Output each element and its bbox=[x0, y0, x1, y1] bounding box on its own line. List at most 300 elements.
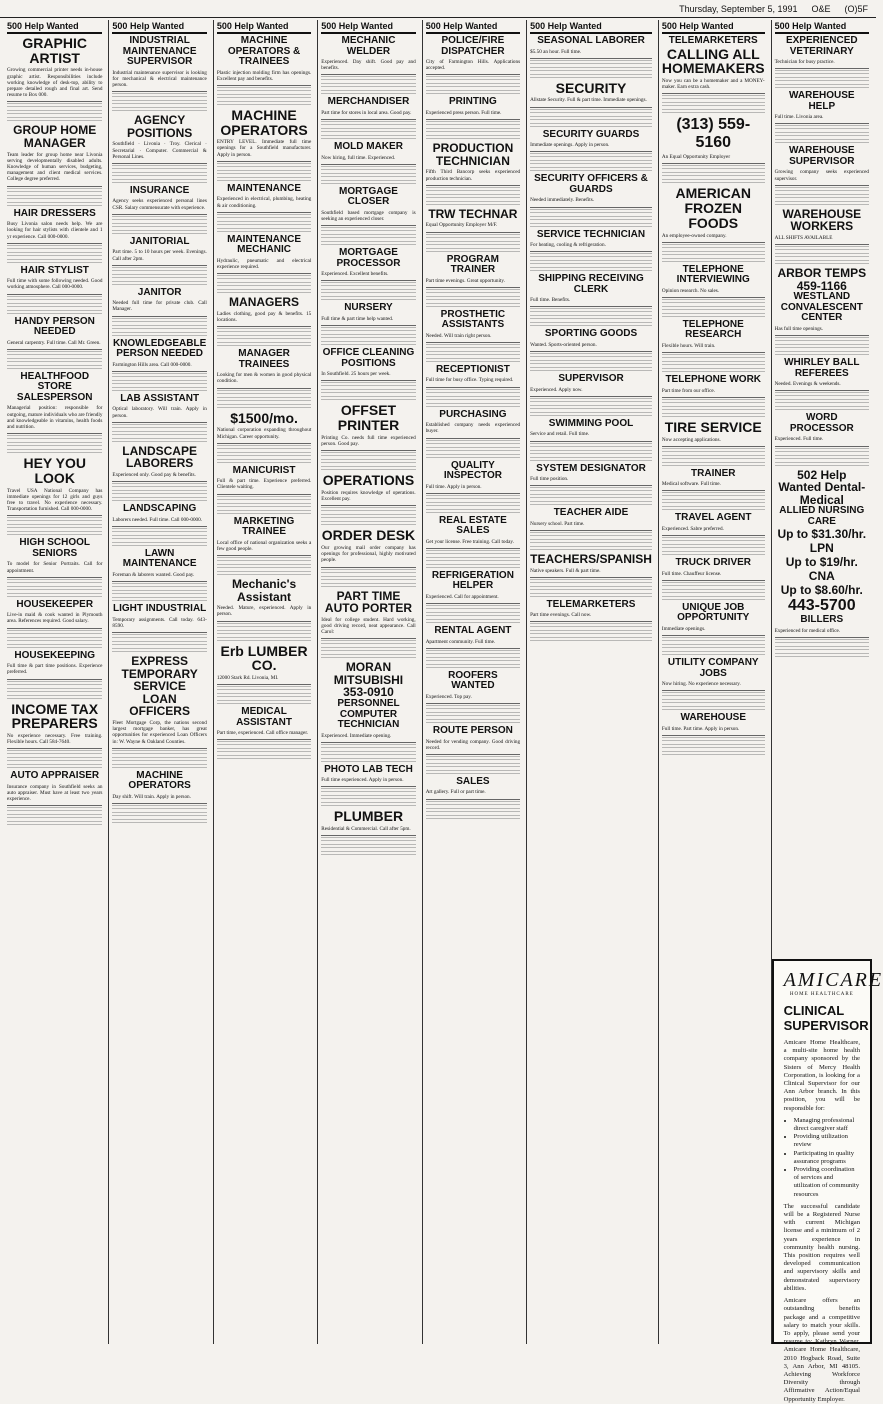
ad-heading: ROOFERS WANTED bbox=[448, 669, 498, 692]
fine-print-lines bbox=[217, 282, 311, 288]
fine-print-lines bbox=[321, 647, 415, 653]
fine-print-lines bbox=[217, 748, 311, 754]
fine-print-lines bbox=[7, 259, 102, 265]
fine-print-lines bbox=[7, 681, 102, 687]
ad-heading: MANAGERS bbox=[229, 295, 300, 310]
ad-heading: WHIRLEY BALL REFEREES bbox=[784, 357, 860, 379]
ad-body-text: An Equal Opportunity Employer bbox=[662, 152, 765, 164]
fine-print-lines bbox=[530, 405, 652, 411]
fine-print-lines bbox=[662, 582, 765, 588]
fine-print-lines bbox=[662, 95, 765, 101]
ad-heading: TELEPHONE INTERVIEWING bbox=[676, 263, 750, 286]
ad-body-text: Southfield · Livonia · Troy. Clerical · Secretarial · Computer. Commercial & Personal Lines. bbox=[112, 139, 206, 164]
ad-heading: SUPERVISOR bbox=[558, 373, 624, 385]
ad-body-text: Experienced press person. Full time. bbox=[426, 108, 520, 120]
list-item: • Managing professional direct caregiver staff bbox=[794, 1117, 860, 1133]
ad-body-text: Needed immediately. Benefits. bbox=[530, 195, 652, 207]
ad-body-text: Experienced. Immediate opening. bbox=[321, 731, 415, 743]
fine-print-lines bbox=[775, 639, 869, 645]
ad-body-text: Local office of national organization seeks a few good people. bbox=[217, 538, 311, 556]
ad-body-text: National corporation expanding throughout Michigan. Career opportunity. bbox=[217, 425, 311, 443]
ad-body-text: Experienced. Full time. bbox=[775, 434, 869, 446]
fine-print-lines bbox=[321, 382, 415, 388]
fine-print-lines bbox=[426, 612, 520, 618]
ad-body-text: Full time & part time help wanted. bbox=[321, 314, 415, 326]
fine-print-lines bbox=[217, 755, 311, 761]
fine-print-lines bbox=[217, 741, 311, 747]
fine-print-lines bbox=[662, 751, 765, 757]
fine-print-lines bbox=[217, 87, 311, 93]
fine-print-lines bbox=[426, 605, 520, 611]
fine-print-lines bbox=[7, 449, 102, 455]
ad-body-text: Immediate openings. bbox=[662, 624, 765, 636]
fine-print-lines bbox=[217, 452, 311, 458]
fine-print-lines bbox=[112, 750, 206, 756]
fine-print-lines bbox=[217, 94, 311, 100]
ad-body-text: Medical software. Full time. bbox=[662, 479, 765, 491]
fine-print-lines bbox=[7, 630, 102, 636]
ad-heading: LAB ASSISTANT bbox=[120, 392, 200, 404]
fine-print-lines bbox=[217, 630, 311, 636]
ad-heading: LAWN MAINTENANCE bbox=[122, 547, 197, 570]
ad-heading: OFFSET PRINTER bbox=[337, 402, 400, 434]
fine-print-lines bbox=[662, 462, 765, 468]
ad-body-text: Hydraulic, pneumatic and electrical experience required. bbox=[217, 256, 311, 274]
ad-body-text: Busy Livonia salon needs help. We are looking for hair stylists with clientele and 1 yr experience. Call 000-0000. bbox=[7, 219, 102, 244]
fine-print-lines bbox=[426, 389, 520, 395]
fine-print-lines bbox=[662, 692, 765, 698]
fine-print-lines bbox=[775, 84, 869, 90]
fine-print-lines bbox=[112, 230, 206, 236]
ad-heading: MEDICAL ASSISTANT bbox=[236, 706, 293, 728]
ad-body-text: Opinion research. No sales. bbox=[662, 286, 765, 298]
ad-body-text: 12000 Stark Rd. Livonia, MI. bbox=[217, 673, 311, 685]
fine-print-lines bbox=[530, 167, 652, 173]
classified-column bbox=[422, 20, 523, 1344]
fine-print-lines bbox=[7, 188, 102, 194]
ad-heading: MACHINE OPERATORS & TRAINEES bbox=[227, 35, 301, 67]
fine-print-lines bbox=[530, 457, 652, 463]
ad-body-text: Needed for vending company. Good driving record. bbox=[426, 737, 520, 755]
ad-heading: PART TIME AUTO PORTER bbox=[324, 588, 413, 616]
fine-print-lines bbox=[112, 542, 206, 548]
fine-print-lines bbox=[217, 275, 311, 281]
fine-print-lines bbox=[321, 795, 415, 801]
fine-print-lines bbox=[321, 466, 415, 472]
folio-page: (O)5F bbox=[844, 3, 868, 14]
ad-body-text: Fifth Third Bancorp seeks experienced production technician. bbox=[426, 167, 520, 185]
column-header: 500 Help Wanted bbox=[217, 20, 311, 34]
ad-body-text: Southfield based mortgage company is seeking an experienced closer. bbox=[321, 208, 415, 226]
fine-print-lines bbox=[112, 497, 206, 503]
fine-print-lines bbox=[775, 246, 869, 252]
fine-print-lines bbox=[7, 764, 102, 770]
fine-print-lines bbox=[321, 121, 415, 127]
ad-heading: GRAPHIC ARTIST bbox=[22, 35, 87, 66]
ad-body-text: Wanted. Sports-oriented person. bbox=[530, 340, 652, 352]
fine-print-lines bbox=[7, 695, 102, 701]
fine-print-lines bbox=[662, 258, 765, 264]
fine-print-lines bbox=[426, 241, 520, 247]
fine-print-lines bbox=[321, 459, 415, 465]
ad-heading: LIGHT INDUSTRIAL bbox=[112, 603, 207, 615]
fine-print-lines bbox=[530, 586, 652, 592]
ad-heading: UTILITY COMPANY JOBS bbox=[667, 657, 759, 679]
fine-print-lines bbox=[426, 344, 520, 350]
ad-body-text: General carpentry. Full time. Call Mr. Green. bbox=[7, 338, 102, 350]
fine-print-lines bbox=[321, 296, 415, 302]
ad-heading: TRAVEL AGENT bbox=[675, 512, 752, 524]
fine-print-lines bbox=[426, 763, 520, 769]
fine-print-lines bbox=[217, 335, 311, 341]
ad-heading: $1500/mo. bbox=[230, 409, 298, 426]
fine-print-lines bbox=[530, 532, 652, 538]
fine-print-lines bbox=[530, 637, 652, 643]
fine-print-lines bbox=[112, 764, 206, 770]
fine-print-lines bbox=[530, 353, 652, 359]
fine-print-lines bbox=[7, 814, 102, 820]
fine-print-lines bbox=[662, 551, 765, 557]
fine-print-lines bbox=[426, 564, 520, 570]
fine-print-lines bbox=[7, 821, 102, 827]
ad-heading: NURSERY bbox=[344, 302, 393, 314]
fine-print-lines bbox=[112, 490, 206, 496]
ad-body-text: Equal Opportunity Employer M/F. bbox=[426, 220, 520, 232]
ad-body-text: Ladies clothing, good pay & benefits. 15 locations. bbox=[217, 309, 311, 327]
ad-heading: OFFICE CLEANING POSITIONS bbox=[322, 347, 415, 369]
fine-print-lines bbox=[426, 289, 520, 295]
ad-heading: HAIR DRESSERS bbox=[13, 207, 96, 219]
fine-print-lines bbox=[530, 494, 652, 500]
fine-print-lines bbox=[321, 241, 415, 247]
ad-heading: PHOTO LAB TECH bbox=[324, 763, 413, 775]
ad-heading: SECURITY OFFICERS & GUARDS bbox=[534, 173, 648, 195]
fine-print-lines bbox=[321, 521, 415, 527]
page-folio bbox=[0, 0, 876, 18]
ad-heading: QUALITY INSPECTOR bbox=[443, 459, 502, 482]
ad-heading: UNIQUE JOB OPPORTUNITY bbox=[677, 601, 750, 624]
fine-print-lines bbox=[321, 583, 415, 589]
fine-print-lines bbox=[662, 455, 765, 461]
fine-print-lines bbox=[7, 252, 102, 258]
ad-body-text: Team leader for group home near Livonia serving developmentally disabled adults. Knowledge of human services, budgeting, management and client medical services. College degree preferred. bbox=[7, 150, 102, 187]
fine-print-lines bbox=[530, 216, 652, 222]
ad-body-text: Full time & part time positions. Experience preferred. bbox=[7, 661, 102, 679]
fine-print-lines bbox=[530, 253, 652, 259]
ad-heading: WAREHOUSE WORKERS bbox=[782, 206, 862, 234]
fine-print-lines bbox=[775, 132, 869, 138]
fine-print-lines bbox=[426, 135, 520, 141]
fine-print-lines bbox=[112, 318, 206, 324]
fine-print-lines bbox=[662, 313, 765, 319]
fine-print-lines bbox=[7, 358, 102, 364]
ad-body-text: Experienced. Apply now. bbox=[530, 385, 652, 397]
ad-heading: MANAGER TRAINEES bbox=[238, 348, 290, 370]
fine-print-lines bbox=[217, 404, 311, 410]
fine-print-lines bbox=[775, 399, 869, 405]
fine-print-lines bbox=[662, 399, 765, 405]
fine-print-lines bbox=[7, 365, 102, 371]
ad-body-text: Managerial position: responsible for outgoing, mature individuals who are friendly and knowledgeable in vitamins, health foods and nutrition. bbox=[7, 403, 102, 434]
ad-body-text: Live-in maid & cook wanted in Plymouth area. References required. Good salary. bbox=[7, 610, 102, 628]
fine-print-lines bbox=[7, 750, 102, 756]
ad-heading: SERVICE TECHNICIAN bbox=[536, 228, 646, 240]
fine-print-lines bbox=[7, 593, 102, 599]
fine-print-lines bbox=[217, 328, 311, 334]
ad-heading: HAIR STYLIST bbox=[20, 264, 89, 276]
fine-print-lines bbox=[530, 153, 652, 159]
folio-date: Thursday, September 5, 1991 bbox=[679, 3, 798, 14]
fine-print-lines bbox=[112, 274, 206, 280]
ad-body-text: Needed full time for private club. Call Manager. bbox=[112, 298, 206, 316]
ad-heading: WAREHOUSE HELP bbox=[789, 90, 855, 112]
fine-print-lines bbox=[775, 448, 869, 454]
ad-heading: PROSTHETIC ASSISTANTS bbox=[440, 308, 506, 331]
fine-print-lines bbox=[426, 201, 520, 207]
fine-print-lines bbox=[7, 586, 102, 592]
column-header: 500 Help Wanted bbox=[530, 20, 652, 34]
fine-print-lines bbox=[426, 619, 520, 625]
ad-body-text: Technician for busy practice. bbox=[775, 57, 869, 69]
fine-print-lines bbox=[217, 170, 311, 176]
classified-column bbox=[4, 20, 105, 1344]
fine-print-lines bbox=[321, 576, 415, 582]
fine-print-lines bbox=[7, 202, 102, 208]
ad-body-text: Part time for stores in local area. Good pay. bbox=[321, 108, 415, 120]
fine-print-lines bbox=[775, 201, 869, 207]
fine-print-lines bbox=[662, 596, 765, 602]
fine-print-lines bbox=[321, 396, 415, 402]
ad-body-text: Nursery school. Part time. bbox=[530, 519, 652, 531]
fine-print-lines bbox=[112, 597, 206, 603]
ad-heading: PRINTING bbox=[449, 96, 497, 108]
ad-heading: ORDER DESK bbox=[321, 527, 416, 544]
fine-print-lines bbox=[662, 299, 765, 305]
classified-column bbox=[771, 20, 883, 1403]
fine-print-lines bbox=[217, 564, 311, 570]
amicare-tagline: HOME HEALTHCARE bbox=[789, 992, 854, 997]
ad-body-text: Ideal for college student. Hard working, good driving record, neat appearance. Call Carol: bbox=[321, 615, 415, 640]
ad-heading: TEACHER AIDE bbox=[553, 507, 629, 519]
fine-print-lines bbox=[426, 358, 520, 364]
fine-print-lines bbox=[775, 462, 869, 468]
fine-print-lines bbox=[7, 442, 102, 448]
amicare-logo: AMICARE bbox=[783, 969, 883, 991]
fine-print-lines bbox=[321, 166, 415, 172]
ad-body-text: Now hiring. No experience necessary. bbox=[662, 679, 765, 691]
fine-print-lines bbox=[530, 67, 652, 73]
fine-print-lines bbox=[321, 837, 415, 843]
fine-print-lines bbox=[662, 589, 765, 595]
fine-print-lines bbox=[112, 373, 206, 379]
fine-print-lines bbox=[426, 76, 520, 82]
ad-body-text: Needed. Mature, experienced. Apply in person. bbox=[217, 603, 311, 621]
fine-print-lines bbox=[112, 535, 206, 541]
fine-print-lines bbox=[530, 623, 652, 629]
fine-print-lines bbox=[321, 507, 415, 513]
ad-body-text: Temporary assignments. Call today. 643-8590. bbox=[112, 615, 206, 633]
column-header: 500 Help Wanted bbox=[112, 20, 206, 34]
ad-body-text: Native speakers. Full & part time. bbox=[530, 566, 652, 578]
ad-body-text: In Southfield. 25 hours per week. bbox=[321, 369, 415, 381]
fine-print-lines bbox=[662, 506, 765, 512]
ad-body-text: ALL SHIFTS AVAILABLE bbox=[775, 233, 869, 245]
fine-print-lines bbox=[112, 387, 206, 393]
ad-pay-rate: Up to $8.60/hr. bbox=[780, 583, 863, 598]
ad-heading: PURCHASING bbox=[439, 408, 507, 420]
ad-body-text: Experienced. Call for appointment. bbox=[426, 592, 520, 604]
fine-print-lines bbox=[321, 128, 415, 134]
fine-print-lines bbox=[426, 234, 520, 240]
ad-heading: TIRE SERVICE bbox=[664, 418, 762, 435]
fine-print-lines bbox=[775, 70, 869, 76]
ad-heading: SPORTING GOODS bbox=[544, 328, 638, 340]
ad-body-text: Full time. Chauffeur license. bbox=[662, 569, 765, 581]
ad-heading: HEALTHFOOD STORE SALESPERSON bbox=[16, 370, 93, 403]
fine-print-lines bbox=[7, 688, 102, 694]
fine-print-lines bbox=[775, 77, 869, 83]
ad-heading: HIGH SCHOOL SENIORS bbox=[19, 537, 90, 559]
ad-body-text: Residential & Commercial. Call after 5pm. bbox=[321, 824, 415, 836]
fine-print-lines bbox=[7, 531, 102, 537]
ad-body-text: Full time. Apply in person. bbox=[426, 482, 520, 494]
ad-body-text: Plastic injection molding firm has openings. Excellent pay and benefits. bbox=[217, 68, 311, 86]
ad-body-text: No experience necessary. Free training. Flexible hours. Call 584-7640. bbox=[7, 731, 102, 749]
fine-print-lines bbox=[7, 351, 102, 357]
fine-print-lines bbox=[321, 802, 415, 808]
ad-body-text: Immediate openings. Apply in person. bbox=[530, 140, 652, 152]
ad-heading: PERSONNEL COMPUTER TECHNICIAN bbox=[337, 698, 400, 731]
fine-print-lines bbox=[426, 440, 520, 446]
fine-print-lines bbox=[321, 851, 415, 857]
ad-heading: LOAN OFFICERS bbox=[129, 691, 190, 719]
fine-print-lines bbox=[112, 223, 206, 229]
fine-print-lines bbox=[426, 303, 520, 309]
ad-heading: JANITOR bbox=[137, 286, 182, 298]
column-header: 500 Help Wanted bbox=[662, 20, 765, 34]
ad-heading: RECEPTIONIST bbox=[435, 363, 510, 375]
fine-print-lines bbox=[112, 812, 206, 818]
ad-heading: SEASONAL LABORER bbox=[537, 35, 645, 46]
ad-body-text: Needed. Evenings & weekends. bbox=[775, 379, 869, 391]
fine-print-lines bbox=[217, 503, 311, 509]
fine-print-lines bbox=[530, 450, 652, 456]
fine-print-lines bbox=[662, 744, 765, 750]
ad-heading: WORD PROCESSOR bbox=[789, 412, 854, 434]
fine-print-lines bbox=[112, 819, 206, 825]
fine-print-lines bbox=[112, 528, 206, 534]
fine-print-lines bbox=[662, 354, 765, 360]
ad-heading: WAREHOUSE SUPERVISOR bbox=[789, 145, 855, 167]
fine-print-lines bbox=[530, 412, 652, 418]
fine-print-lines bbox=[7, 117, 102, 123]
fine-print-lines bbox=[530, 367, 652, 373]
classified-page bbox=[4, 20, 883, 1403]
ad-heading: REFRIGERATION HELPER bbox=[431, 569, 514, 592]
ad-body-text: Service and retail. Full time. bbox=[530, 429, 652, 441]
fine-print-lines bbox=[530, 116, 652, 122]
fine-print-lines bbox=[426, 815, 520, 821]
fine-print-lines bbox=[7, 296, 102, 302]
fine-print-lines bbox=[217, 289, 311, 295]
fine-print-lines bbox=[662, 109, 765, 115]
classified-column bbox=[213, 20, 314, 1344]
ad-body-text: Part time evenings. Call now. bbox=[530, 610, 652, 622]
ad-body-text: Apartment community. Full time. bbox=[426, 637, 520, 649]
fine-print-lines bbox=[530, 315, 652, 321]
ad-heading: MORAN MITSUBISHI 353-0910 bbox=[333, 660, 404, 700]
fine-print-lines bbox=[426, 351, 520, 357]
ad-heading: SHIPPING RECEIVING CLERK bbox=[538, 273, 644, 295]
fine-print-lines bbox=[662, 448, 765, 454]
fine-print-lines bbox=[112, 267, 206, 273]
fine-print-lines bbox=[321, 282, 415, 288]
fine-print-lines bbox=[217, 228, 311, 234]
fine-print-lines bbox=[662, 492, 765, 498]
fine-print-lines bbox=[662, 361, 765, 367]
fine-print-lines bbox=[217, 221, 311, 227]
fine-print-lines bbox=[662, 179, 765, 185]
ad-body-text: $5.50 an hour. Full time. bbox=[530, 47, 652, 59]
fine-print-lines bbox=[426, 650, 520, 656]
fine-print-lines bbox=[662, 537, 765, 543]
fine-print-lines bbox=[321, 76, 415, 82]
classified-column bbox=[108, 20, 209, 1344]
fine-print-lines bbox=[7, 245, 102, 251]
fine-print-lines bbox=[530, 322, 652, 328]
classified-column bbox=[317, 20, 418, 1344]
fine-print-lines bbox=[426, 808, 520, 814]
ad-pay-rate: Up to $19/hr. CNA bbox=[785, 555, 858, 584]
fine-print-lines bbox=[7, 195, 102, 201]
fine-print-lines bbox=[662, 251, 765, 257]
ad-body-text: Printing Co. needs full time experienced person. Good pay. bbox=[321, 433, 415, 451]
fine-print-lines bbox=[775, 194, 869, 200]
ad-body-text: Laborers needed. Full time. Call 000-0000. bbox=[112, 515, 206, 527]
fine-print-lines bbox=[530, 223, 652, 229]
fine-print-lines bbox=[426, 756, 520, 762]
ad-body-text: An employee-owned company. bbox=[662, 231, 765, 243]
ad-body-text: Now you can be a homemaker and a MONEY-maker. Earn extra cash. bbox=[662, 76, 765, 94]
fine-print-lines bbox=[530, 209, 652, 215]
ad-body-text: For heating, cooling & refrigeration. bbox=[530, 240, 652, 252]
fine-print-lines bbox=[7, 110, 102, 116]
ad-body-text: Needed. Will train right person. bbox=[426, 331, 520, 343]
fine-print-lines bbox=[530, 109, 652, 115]
column-header: 500 Help Wanted bbox=[775, 20, 869, 34]
ad-body-text: Part time evenings. Great opportunity. bbox=[426, 276, 520, 288]
ad-heading: MOLD MAKER bbox=[334, 141, 403, 153]
fine-print-lines bbox=[530, 593, 652, 599]
fine-print-lines bbox=[426, 194, 520, 200]
fine-print-lines bbox=[112, 634, 206, 640]
ad-heading: MORTGAGE CLOSER bbox=[339, 185, 398, 208]
fine-print-lines bbox=[112, 172, 206, 178]
fine-print-lines bbox=[112, 165, 206, 171]
fine-print-lines bbox=[662, 165, 765, 171]
ad-heading: ALLIED NURSING CARE bbox=[779, 505, 865, 527]
ad-heading: EXPRESS TEMPORARY SERVICE bbox=[121, 653, 198, 694]
ad-heading: AGENCY POSITIONS bbox=[126, 113, 193, 140]
fine-print-lines bbox=[217, 390, 311, 396]
ad-heading: MANICURIST bbox=[232, 464, 296, 476]
ad-body-text: Our growing mail order company has openings for professional, highly motivated people. bbox=[321, 543, 415, 568]
ad-body-text: Experienced in electrical, plumbing, heating & air conditioning. bbox=[217, 194, 311, 212]
fine-print-lines bbox=[775, 351, 869, 357]
ad-body-text: Agency seeks experienced personal lines CSR. Salary commensurate with experience. bbox=[112, 196, 206, 214]
fine-print-lines bbox=[530, 539, 652, 545]
fine-print-lines bbox=[662, 544, 765, 550]
